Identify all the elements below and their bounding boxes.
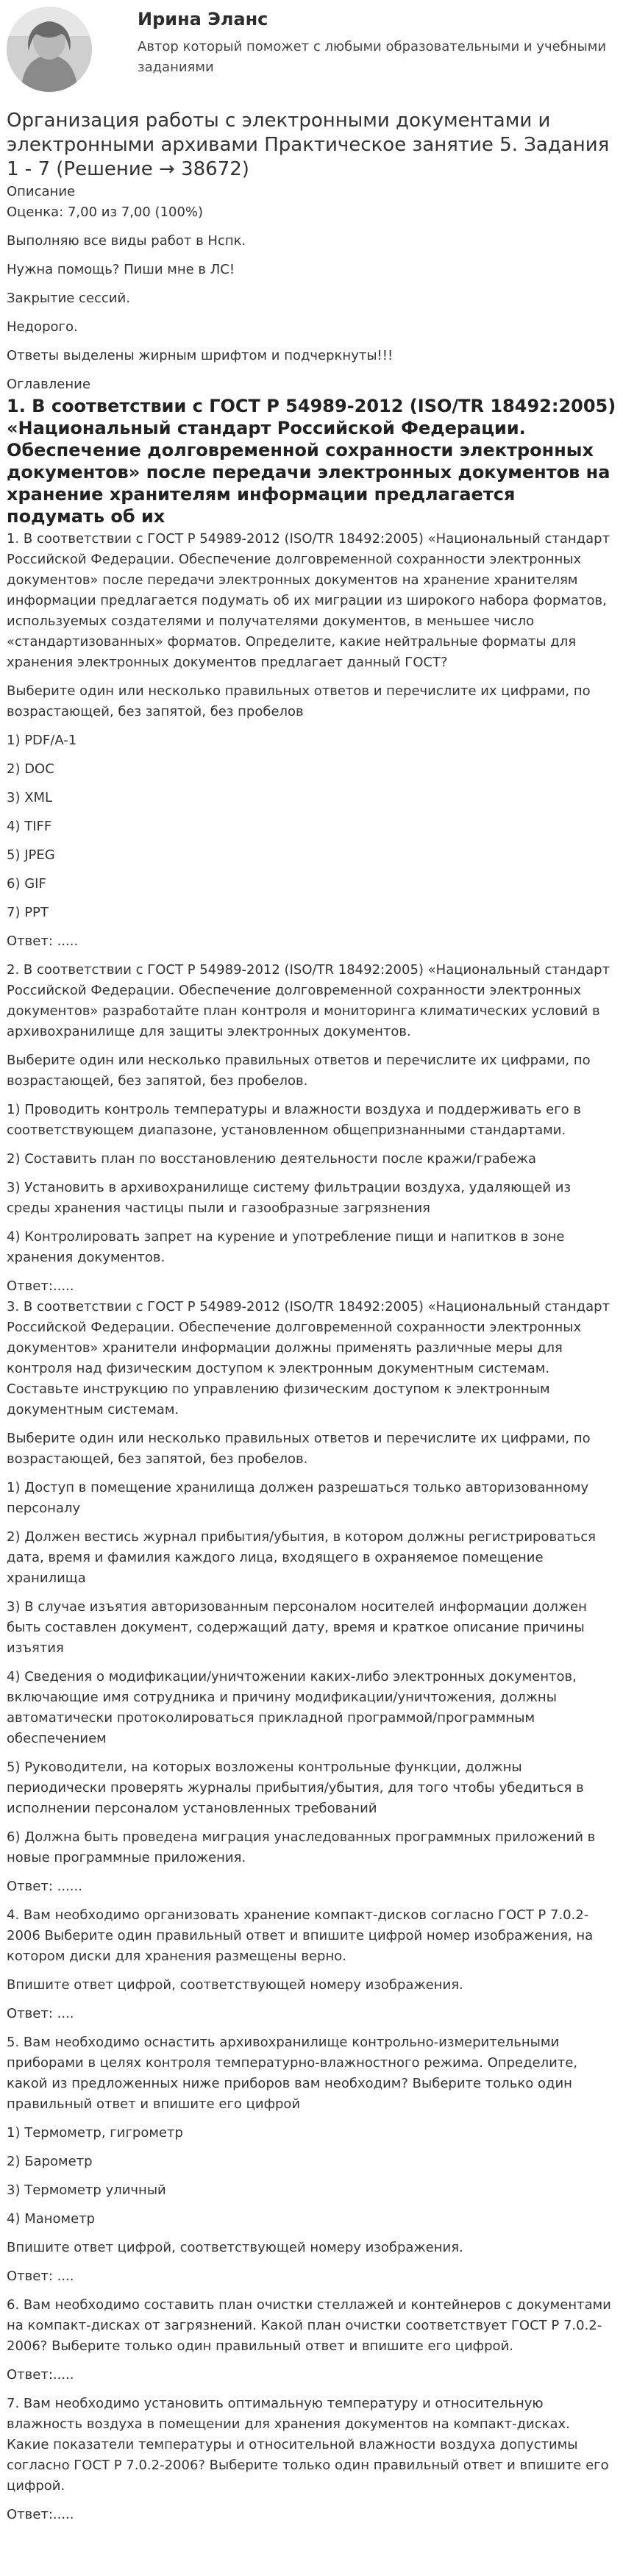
question-instruction: Выберите один или несколько правильных ответов и перечислите их цифрами, по возрастающей, без запятой, без пробелов. xyxy=(7,1053,591,1089)
question-text: 4. Вам необходимо организовать хранение компакт-дисков согласно ГОСТ Р 7.0.2-2006 Выберите один правильный ответ и впишите цифрой номер изображения, на котором диски для хранения размещены верно. xyxy=(7,1907,594,1964)
question-text: 7. Вам необходимо установить оптимальную температуру и относительную влажность воздуха в помещении для хранения документов на компакт-дисках. Какие показатели температуры и относительной влажности воздуха допустимы согласно ГОСТ Р 7.0.2-2006? Выберите только один правильный ответ и впишите его цифрой. xyxy=(7,2396,609,2494)
answer-placeholder: Ответ:..... xyxy=(7,2507,74,2522)
document-content xyxy=(7,109,616,2525)
answer-option: 2) Составить план по восстановлению деятельности после кражи/грабежа xyxy=(7,1151,537,1167)
answer-option: 6) Должна быть проведена миграция унаследованных программных приложений в новые программные приложения. xyxy=(7,1829,596,1865)
document-title: Организация работы с электронными документами и электронными архивами Практическое занятие 5. Задания 1 - 7 (Решение → 38672) xyxy=(7,110,610,180)
answer-option: 1) PDF/A-1 xyxy=(7,733,77,748)
intro-line: Нужна помощь? Пиши мне в ЛС! xyxy=(7,262,235,277)
answer-option: 5) JPEG xyxy=(7,847,55,863)
answer-placeholder: Ответ: ..... xyxy=(7,933,79,949)
answer-option: 4) Сведения о модификации/уничтожении каких-либо электронных документов, включающие имя сотрудника и причину модификации/уничтожения, должны автоматически протоколироваться прикладной программой/программным обеспечением xyxy=(7,1669,577,1746)
answer-option: 4) Контролировать запрет на курение и употребление пищи и напитков в зоне хранения документов. xyxy=(7,1229,565,1265)
question-text: 6. Вам необходимо составить план очистки стеллажей и контейнеров с документами на компакт-дисках от загрязнений. Какой план очистки соответствует ГОСТ Р 7.0.2-2006? Выберите только один правильный ответ и впишите его цифрой. xyxy=(7,2297,611,2354)
intro-line: Недорого. xyxy=(7,319,78,335)
answer-option: 2) Барометр xyxy=(7,2154,93,2169)
author-name[interactable]: Ирина Эланс xyxy=(138,9,268,29)
toc-label: Оглавление xyxy=(7,377,90,392)
intro-line: Ответы выделены жирным шрифтом и подчеркнуты!!! xyxy=(7,348,394,363)
answer-option: 1) Термометр, гигрометр xyxy=(7,2125,183,2141)
question-instruction: Выберите один или несколько правильных ответов и перечислите их цифрами, по возрастающей, без запятой, без пробелов xyxy=(7,683,591,719)
answer-option: 3) В случае изъятия авторизованным персоналом носителей информации должен быть составлен документ, содержащий дату, время и краткое описание причины изъятия xyxy=(7,1599,587,1656)
rating-text: Оценка: 7,00 из 7,00 (100%) xyxy=(7,204,204,220)
intro-line: Закрытие сессий. xyxy=(7,291,130,306)
answer-option: 6) GIF xyxy=(7,876,46,892)
author-avatar[interactable] xyxy=(7,7,92,92)
question-text: 5. Вам необходимо оснастить архивохранилище контрольно-измерительными приборами в целях контроля температурно-влажностного режима. Определите, какой из предложенных ниже приборов вам необходим? Выберите только один правильный ответ и впишите его цифрой xyxy=(7,2035,578,2112)
answer-placeholder: Ответ: ...... xyxy=(7,1879,82,1894)
answer-option: 2) DOC xyxy=(7,761,54,777)
question-instruction: Выберите один или несколько правильных ответов и перечислите их цифрами, по возрастающей, без запятой, без пробелов. xyxy=(7,1431,591,1467)
question-instruction: Впишите ответ цифрой, соответствующей номеру изображения. xyxy=(7,2240,463,2255)
answer-placeholder: Ответ: .... xyxy=(7,2269,74,2284)
answer-option: 1) Проводить контроль температуры и влажности воздуха и поддерживать его в соответствующем диапазоне, установленном общепризнанными стандартами. xyxy=(7,1102,581,1138)
answer-option: 3) Установить в архивохранилище систему фильтрации воздуха, удаляющей из среды хранения частицы пыли и газообразные загрязнения xyxy=(7,1180,572,1216)
question-text: 1. В соответствии с ГОСТ Р 54989-2012 (ISO/TR 18492:2005) «Национальный стандарт Российской Федерации. Обеспечение долговременной сохранности электронных документов» после передачи электронных документов на хранение хранителям информации предлагается подумать об их миграции из широкого набора форматов, используемых создателями и получателями документов, в меньшее число «стандартизованных» форматов. Определите, какие нейтральные форматы для хранения электронных документов предлагает данный ГОСТ? xyxy=(7,531,610,670)
answer-option: 2) Должен вестись журнал прибытия/убытия, в котором должны регистрироваться дата, время и фамилия каждого лица, входящего в охраняемое помещение хранилища xyxy=(7,1529,596,1586)
answer-option: 3) Термометр уличный xyxy=(7,2182,166,2198)
avatar-photo-icon xyxy=(7,7,92,92)
answer-option: 4) Манометр xyxy=(7,2211,96,2227)
answer-option: 3) XML xyxy=(7,790,53,805)
answer-placeholder: Ответ: .... xyxy=(7,2006,74,2021)
question-instruction: Впишите ответ цифрой, соответствующей номеру изображения. xyxy=(7,1977,463,1993)
description-label: Описание xyxy=(7,184,76,199)
question-text: 3. В соответствии с ГОСТ Р 54989-2012 (ISO/TR 18492:2005) «Национальный стандарт Российской Федерации. Обеспечение долговременной сохранности электронных документов» хранители информации должны применять различные меры для контроля над физическим доступом к электронным документным системам. Составьте инструкцию по управлению физическим доступом к электронным документным системам. xyxy=(7,1299,610,1417)
answer-placeholder: Ответ:..... xyxy=(7,1278,74,1294)
toc-heading[interactable]: 1. В соответствии с ГОСТ Р 54989-2012 (ISO/TR 18492:2005) «Национальный стандарт Российской Федерации. Обеспечение долговременной сохранности электронных документов» после передачи электронных документов на хранение хранителям информации предлагается подумать об их xyxy=(7,396,616,527)
answer-option: 7) PPT xyxy=(7,905,49,920)
author-header xyxy=(0,0,623,99)
question-text: 2. В соответствии с ГОСТ Р 54989-2012 (ISO/TR 18492:2005) «Национальный стандарт Российской Федерации. Обеспечение долговременной сохранности электронных документов» разработайте план контроля и мониторинга климатических условий в архивохранилище для защиты электронных документов. xyxy=(7,962,610,1039)
answer-option: 4) TIFF xyxy=(7,819,52,834)
answer-option: 1) Доступ в помещение хранилища должен разрешаться только авторизованному персоналу xyxy=(7,1480,589,1516)
intro-line: Выполняю все виды работ в Нспк. xyxy=(7,233,246,249)
answer-placeholder: Ответ:..... xyxy=(7,2367,74,2383)
answer-option: 5) Руководители, на которых возложены контрольные функции, должны периодически проверять журналы прибытия/убытия, для того чтобы убедиться в исполнении персоналом установленных требований xyxy=(7,1760,584,1816)
author-description: Автор который поможет с любыми образовательными и учебными заданиями xyxy=(138,39,607,75)
